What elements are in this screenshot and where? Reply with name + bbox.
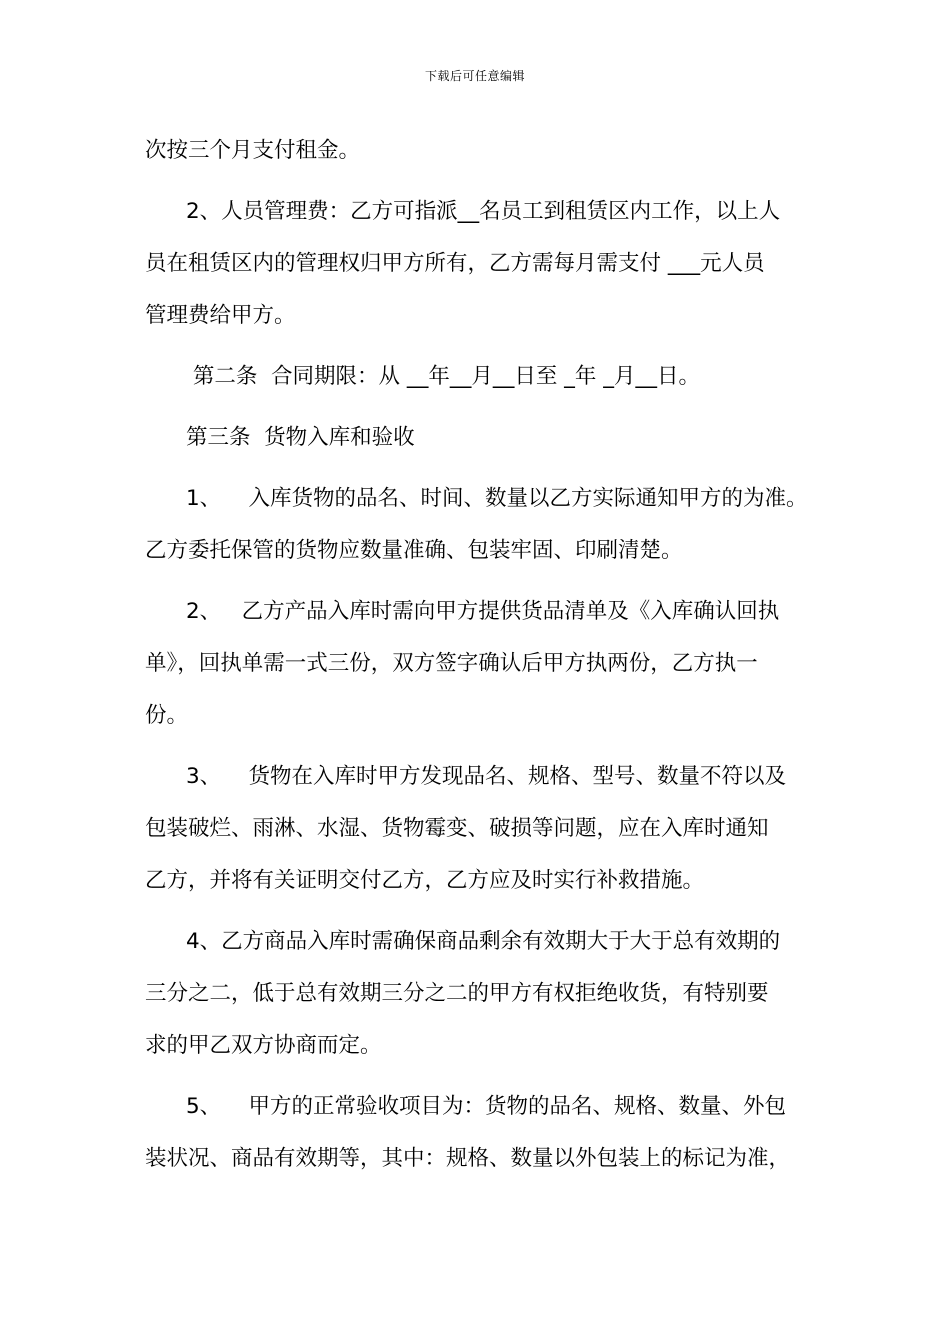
page-header: 下载后可任意编辑: [424, 69, 525, 83]
text-line: 4、乙方商品入库时需确保商品剩余有效期大于大于总有效期的: [145, 929, 781, 954]
text-line: 第二条 合同期限：从 __年__月__日至 _年 _月__日。: [145, 364, 701, 389]
text-line: 次按三个月支付租金。: [145, 138, 361, 163]
text-line: 2、 乙方产品入库时需向甲方提供货品清单及《入库确认回执: [145, 599, 780, 624]
text-line: 包装破烂、雨淋、水湿、货物霉变、破损等问题，应在入库时通知: [145, 816, 769, 841]
text-line: 求的甲乙双方协商而定。: [145, 1033, 382, 1058]
text-line: 5、 甲方的正常验收项目为：货物的品名、规格、数量、外包: [145, 1094, 787, 1119]
text-line: 员在租赁区内的管理权归甲方所有，乙方需每月需支付 ___元人员: [145, 251, 765, 276]
text-line: 三分之二，低于总有效期三分之二的甲方有权拒绝收货，有特别要: [145, 981, 769, 1006]
text-line: 2、人员管理费：乙方可指派__名员工到租赁区内工作，以上人: [145, 199, 781, 224]
text-line: 乙方委托保管的货物应数量准确、包装牢固、印刷清楚。: [145, 538, 683, 563]
text-line: 第三条 货物入库和验收: [145, 425, 415, 450]
text-line: 装状况、商品有效期等，其中：规格、数量以外包装上的标记为准，: [145, 1146, 791, 1171]
text-line: 管理费给甲方。: [145, 303, 296, 328]
text-line: 份。: [145, 703, 189, 728]
text-line: 3、 货物在入库时甲方发现品名、规格、型号、数量不符以及: [145, 764, 787, 789]
text-line: 1、 入库货物的品名、时间、数量以乙方实际通知甲方的为准。: [145, 486, 808, 511]
text-line: 单》，回执单需一式三份，双方签字确认后甲方执两份，乙方执一: [145, 651, 758, 676]
document-body: [145, 133, 810, 1176]
text-line: 乙方，并将有关证明交付乙方，乙方应及时实行补救措施。: [145, 868, 705, 893]
